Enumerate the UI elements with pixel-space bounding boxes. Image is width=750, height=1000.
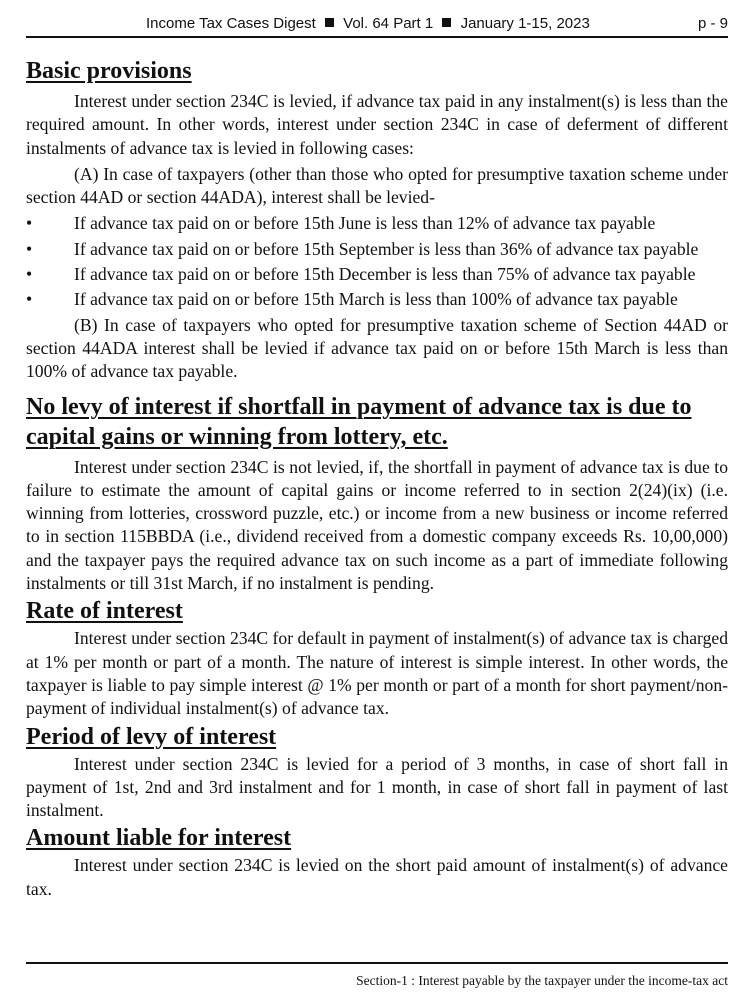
list-item-text: If advance tax paid on or before 15th June is less than 12% of advance tax payable — [74, 213, 656, 234]
running-head-title — [146, 15, 590, 32]
article-body — [26, 56, 728, 901]
volume: Vol. 64 Part 1 — [343, 15, 434, 32]
paragraph: Interest under section 234C for default in payment of instalment(s) of advance tax is charged at 1% per month or part of a month. The nature of interest is simple interest. In other words, the taxpayer is liable to pay simple interest @ 1% per month or part of a month for short payment/non-payment of individual instalment(s) of advance tax. — [26, 628, 728, 719]
list-item — [26, 212, 728, 235]
list-item-text: If advance tax paid on or before 15th September is less than 36% of advance tax payable — [74, 238, 699, 259]
page-number: p - 9 — [697, 15, 728, 32]
bullet-icon: • — [26, 213, 33, 234]
list-item — [26, 288, 728, 311]
page — [26, 0, 728, 901]
list-item-text: If advance tax paid on or before 15th December is less than 75% of advance tax payable — [74, 264, 696, 285]
bullet-icon: • — [26, 264, 33, 285]
paragraph: Interest under section 234C is levied on the short paid amount of instalment(s) of advance tax. — [26, 855, 728, 899]
heading-basic-provisions: Basic provisions — [26, 58, 192, 84]
heading-rate-of-interest: Rate of interest — [26, 598, 183, 625]
list-item-text: If advance tax paid on or before 15th March is less than 100% of advance tax payable — [74, 289, 678, 310]
heading-no-levy: No levy of interest if shortfall in payment of advance tax is due to capital gains or winning from lottery, etc. — [26, 393, 692, 450]
running-footer: Section-1 : Interest payable by the taxpayer under the income-tax act — [356, 973, 728, 988]
heading-period-of-levy: Period of levy of interest — [26, 723, 277, 750]
instalment-list — [26, 212, 728, 311]
footer-rule — [26, 962, 728, 964]
black-square-icon — [442, 18, 451, 27]
paragraph: Interest under section 234C is levied, if advance tax paid in any instalment(s) is less than the required amount. In other words, interest under section 234C in case of deferment of different instalments of advance tax is levied in following cases: — [26, 91, 728, 158]
bullet-icon: • — [26, 238, 33, 259]
heading-amount-liable: Amount liable for interest — [26, 825, 292, 852]
paragraph: Interest under section 234C is not levied, if, the shortfall in payment of advance tax is due to failure to estimate the amount of capital gains or income referred to in section 2(24)(ix) (i.e. winning from lotteries, crossword puzzle, etc.) or income from a new business or income referred to in section 115BBDA (i.e., dividend received from a domestic company exceeds Rs. 10,00,000) and the taxpayer pays the required advance tax on such income as a part of immediate following instalments or till 31st March, if no instalment is pending. — [26, 456, 728, 594]
running-head — [26, 0, 728, 38]
paragraph: (A) In case of taxpayers (other than those who opted for presumptive taxation scheme under section 44AD or section 44ADA), interest shall be levied- — [26, 163, 728, 208]
journal-name: Income Tax Cases Digest — [146, 15, 316, 32]
list-item — [26, 238, 728, 261]
paragraph: (B) In case of taxpayers who opted for presumptive taxation scheme of Section 44AD or section 44ADA interest shall be levied if advance tax paid on or before 15th March is less than 100% of advance tax payable. — [26, 314, 728, 382]
issue-date: January 1-15, 2023 — [460, 15, 590, 32]
list-item — [26, 263, 728, 286]
black-square-icon — [325, 18, 334, 27]
bullet-icon: • — [26, 289, 33, 310]
paragraph: Interest under section 234C is levied for a period of 3 months, in case of short fall in payment of 1st, 2nd and 3rd instalment and for 1 month, in case of short fall in payment of last instalment. — [26, 753, 728, 821]
